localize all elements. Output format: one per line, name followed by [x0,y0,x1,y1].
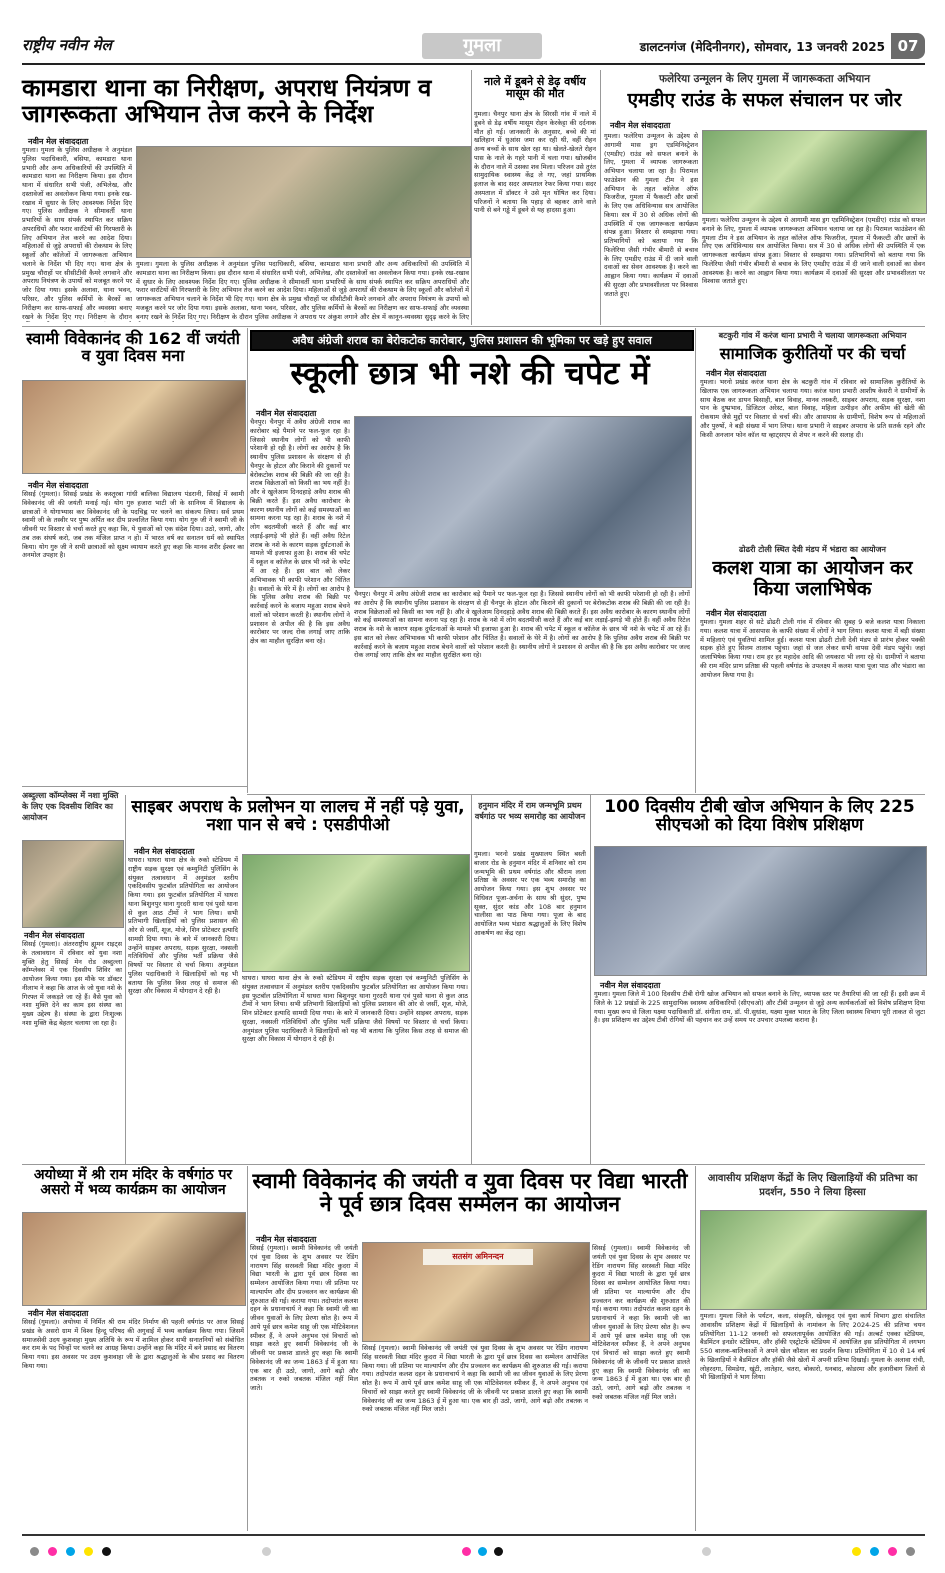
divider [247,1166,248,1531]
byline-a6: नवीन मेल संवाददाता [706,369,767,378]
photo-banner-text: सतसंग अमिनन्दन [423,1249,533,1265]
photo-purv-chhatra-sammelan [362,1242,590,1342]
divider [471,795,472,1165]
byline-a4: नवीन मेल संवाददाता [28,481,89,490]
reg-dot-gray [30,1547,39,1556]
kicker-a8: अब्दुल्ला कॉम्प्लेक्स में नशा मुक्ति के लिए एक दिवसीय शिविर का आयोजन [22,791,119,822]
headline-a1: कामडारा थाना का निरीक्षण, अपराध नियंत्रण व जागरूकता अभियान तेज करने के निर्देश [22,74,432,128]
section-tab: गुमला [422,33,542,59]
body-a10: गुमला। भरनो प्रखंड मुख्यालय स्थित बस्ती बाजार रोड के हनुमान मंदिर में शनिवार को राम जन्मभूमि की प्रथम वर्षगांठ और श्रीराम लला प्रतिष्ठा के अवसर पर एक भव्य समारोह का आयोजन किया गया। इस शुभ अवसर पर विधिवत पूजा-अर्चना के साथ श्री सुंदर, पुष्प सूक्त, सुंदर कांड और 108 बार हनुमान चालीसा का पाठ किया गया। पूजा के बाद आयोजित भव्य भंडारा श्रद्धालुओं के लिए विशेष आकर्षण का केंद्र रहा। [474,850,586,937]
masthead [22,33,925,61]
divider [22,1534,925,1536]
page-number: 07 [891,33,925,59]
body-a13-col2: सिसई (गुमला)। स्वामी विवेकानंद जी जयंती एवं युवा दिवस के शुभ अवसर पर रेडिंग नारायण सिंह सरस्वती विद्या मंदिर कुदरा में विद्या भारती के द्वारा पूर्व छात्र दिवस का सम्मेलन आयोजित किया गया। जी प्रतिमा पर माल्यार्पण और दीप प्रज्वलन कर कार्यक्रम की शुरुआत की गई। कराया गया। तदोपरांत कलश दहन के प्रधानाचार्य ने कहा कि स्वामी जी का जीवन युवाओं के लिए प्रेरणा स्रोत है। रूप में आये पूर्व छात्र कमेश साहू जी एक मोटिवेशनल स्पीकर हैं, ने अपने अनुभव एवं विचारों को साझा करते हुए स्वामी विवेकानंद जी के जीवनी पर प्रकाश डालते हुए कहा कि स्वामी विवेकानंद जी का जन्म 1863 ई में हुआ था। एक बार ही उठो, जागो, आगे बढ़ो और तबतक न रुको जबतक मंजिल नहीं मिल जाते। [362,1344,588,1414]
divider [22,786,247,787]
photo-awareness-students [702,130,927,214]
masthead-rule [22,63,925,65]
body-a9-col2: घाघरा। घाघरा थाना क्षेत्र के रुको स्टेडियम में राष्ट्रीय सड़क सुरक्षा एवं कम्युनिटी पुलिसिंग के संयुक्त तत्वावधान में अनुमंडल स्तरीय एकदिवसीय फुटबॉल प्रतियोगिता का आयोजन किया गया। इस फुटबॉल प्रतियोगिता में घाघरा थाना बिशुनपुर थाना गुरदरी थाना एवं पुसो थाना से कुल आठ टीमों ने भाग लिया। सभी प्रतिभागी खिलाड़ियों को पुलिस प्रशासन की ओर से जर्सी, शूज, मोजे, शिन प्रोटेक्टर इत्यादि सामग्री दिया गया। के बारे में जानकारी दिया। उन्होंने साइबर अपराध, सड़क सुरक्षा, नक्सली गतिविधियों और पुलिस भर्ती प्रक्रिया जैसे विषयों पर विस्तार से चर्चा किया। अनुमंडल पुलिस पदाधिकारी ने खिलाड़ियों को यह भी बताया कि पुलिस किस तरह से समाज की सुरक्षा और विकास में योगदान दे रही है। [242,974,468,1044]
photo-nasha-mukti-camp [22,840,124,928]
body-a11: गुमला। गुमला जिले में 100 दिवसीय टीबी रोगी खोज अभियान को सफल बनाने के लिए, व्यापक स्तर पर तैयारियां की जा रही हैं। इसी क्रम में जिले के 12 प्रखंडों के 225 सामुदायिक स्वास्थ्य अधिकारियों (सीएचओ) और टीबी उन्मूलन से जुड़े अन्य कार्यकर्ताओं को विशेष प्रशिक्षण दिया गया। मुख्य रूप से जिला यक्ष्मा पदाधिकारी डॉ. संगीता राम, डॉ. पी.सुधांश, यक्ष्मा मुक्त भारत के लिए जिला स्वास्थ्य विभाग पूरी ताकत से जुटा है। इस प्रशिक्षण का उद्देश्य टीबी रोगियों की पहचान कर उन्हें समय पर उपचार उपलब्ध कराना है। [594,990,925,1025]
headline-a11: 100 दिवसीय टीबी खोज अभियान के लिए 225 सीएचओ को दिया विशेष प्रशिक्षण [604,797,915,836]
divider [590,795,591,1165]
headline-a9: साइबर अपराध के प्रलोभन या लालच में नहीं पड़े युवा, नशा पान से बचे : एसडीपीओ [131,797,465,836]
reg-dot-cyan [870,1547,879,1556]
reg-dot-yellow [84,1547,93,1556]
byline-a12: नवीन मेल संवाददाता [28,1309,89,1318]
body-a5-col1: चैनपुर। चैनपुर में अवैध अंग्रेजी शराब का कारोबार बड़े पैमाने पर फल-फूल रहा है। जिससे स्थानीय लोगों को भी काफी परेशानी हो रही है। लोगों का आरोप है कि स्थानीय पुलिस प्रशासन के संरक्षण से ही चैनपुर के होटल और किराने की दुकानों पर बेरोकटोक शराब की बिक्री की जा रही है। शराब विक्रेताओं को किसी का भय नहीं है। और वे खुलेआम दिनदहाड़े अवैध शराब की बिक्री करते हैं। इस अवैध कारोबार के कारण स्थानीय लोगों को कई समस्याओं का सामना करना पड़ रहा है। शराब के नशे में लोग बदतमीजी करते हैं और कई बार लड़ाई-झगड़े भी होते हैं। वहीं अवैध रिटेल शराब के नशे के कारण सड़क दुर्घटनाओं के मामले भी इजाफा हुआ है। शराब की चपेट में स्कूल व कॉलेज के छात्र भी नशे के चपेट में आ रहे हैं। इस बात को लेकर अभिभावक भी काफी परेशान और चिंतित है। सवालों के घेरे में है। लोगों का आरोप है कि पुलिस अवैध शराब की बिक्री पर कार्रवाई करने के बजाय महुआ शराब बेचने वालों को परेशान करती है। स्थानीय लोगों ने प्रशासन से अपील की है कि इस अवैध कारोबार पर जल्द रोक लगाई जाए ताकि क्षेत्र का माहौल सुरक्षित बना रहे। [250,418,350,646]
divider [695,328,696,793]
reg-dot-black [494,1547,503,1556]
body-a6: गुमला। भरनो प्रखंड करंज थाना क्षेत्र के बटकुरी गांव में रविवार को सामाजिक कुरीतियों के खिलाफ एक जागरूकता अभियान चलाया गया। करंज थाना प्रभारी आशीष केसरी ने ग्रामीणों के साथ बैठक कर डायन बिसाही, बाल विवाह, मानव तस्करी, साइबर अपराध, सड़क सुरक्षा, नशा पान के दुष्प्रभाव, डिजिटल अरेस्ट, बाल विवाह, महिला उत्पीड़न और अफीम की खेती की रोकथाम जैसे मुद्दों पर विस्तार से चर्चा की। और आसपास के ग्रामीणों, विशेष रूप से महिलाओं और पुरुषों, ने बड़ी संख्या में भाग लिया। थाना प्रभारी ने साइबर अपराध के प्रति सतर्क रहने और किसी अनजान फोन कॉल या व्हाट्सएप से शेयर न करने की सलाह दी। [700,378,925,439]
divider [22,326,925,327]
byline-a8: नवीन मेल संवाददाता [24,931,85,940]
headline-a3: एमडीए राउंड के सफल संचालन पर जोर [627,89,902,111]
reg-dot-gray [702,1547,711,1556]
reg-dot-magenta [48,1547,57,1556]
divider [247,328,248,793]
photo-football-teams [242,854,470,972]
dateline: डालटनगंज (मेदिनीनगर), सोमवार, 13 जनवरी 2025 [639,40,885,54]
headline-a4: स्वामी विवेकानंद की 162 वीं जयंती व युवा दिवस मना [26,329,240,366]
body-a7: गुमला। गुमला शहर से सटे ढोढरी टोली गांव में रविवार की सुबह 9 बजे कलश यात्रा निकाला गया। कलश यात्रा में आसपास के काफी संख्या में लोगों ने भाग लिया। कलश यात्रा में बड़ी संख्या में महिलाएं एवं युवतियां शामिल हुईं। कलश यात्रा ढोढरी टोली देवी मंडप से प्रारंभ होकर पक्की सड़क होते हुए सिलम तालाब पहुंचा। जहां से जल लेकर सभी वापस देवी मंडप पहुंचे। जहां जलाभिषेक किया गया। राम हर हर महादेव आदि की जयकारा भी लगा रहे थे। ग्रामीणों ने बताया की राम मंदिर प्राण प्रतिष्ठा की पहली वर्षगांठ के उपलक्ष्य में कलश यात्रा पूजा पाठ और भंडारा का आयोजन किया गया है। [700,618,925,679]
headline-a12: अयोध्या में श्री राम मंदिर के वर्षगांठ पर असरो में भव्य कार्यक्रम का आयोजन [33,1167,233,1199]
reg-dot-black [102,1547,111,1556]
byline-a7: नवीन मेल संवाददाता [706,609,767,618]
kicker-a7: ढोढरी टोली स्थित देवी मंडप में भंडारा का आयोजन [739,545,886,554]
paper-name: राष्ट्रीय नवीन मेल [22,36,112,54]
headline-a2: नाले में डूबने से डेढ़ वर्षीय मासूम की मौत [484,75,586,100]
headline-a6: सामाजिक कुरीतियों पर की चर्चा [719,344,906,363]
reg-dot-cyan [478,1547,487,1556]
byline-a3: नवीन मेल संवाददाता [610,121,671,130]
kicker-a3: फलेरिया उन्मूलन के लिए गुमला में जागरूकता अभियान [658,73,871,85]
body-a8: सिसई (गुमला)। अंतरराष्ट्रीय ह्यूमन राइट्स के तत्वावधान में रविवार को युवा नशा मुक्ति हेतु सिसई मेन रोड अब्दुल्ला कॉम्प्लेक्स में एक दिवसीय शिविर का आयोजन किया गया। इस मौके पर डॉक्टर नीलाभ ने कहा कि आज के जो युवा नशे के गिरफ्त में जकड़ते जा रहे हैं। वैसे युवा को नशा मुक्ति देने का काम इस संस्था का मुख्य उद्देश्य है। संस्था के द्वारा निःशुल्क नशा मुक्ति केंद्र बेहतर चलाया जा रहा है। [22,940,122,1027]
byline-a5: नवीन मेल संवाददाता [256,409,317,418]
reg-dot-cyan [66,1547,75,1556]
divider [22,1164,925,1165]
body-a12: सिसई (गुमला)। अयोध्या में निर्मित श्री राम मंदिर निर्माण की पहली वर्षगांठ पर आज सिसई प्रखंड के असरो ग्राम में विश्व हिन्दू परिषद की अगुवाई में भव्य कार्यक्रम किया गया। जिसमें समाजसेवी उदय कुशवाहा मुख्य अतिथि के रूप में शामिल होकर सभी सनातनियों को संबोधित कर राम के पद चिन्हों पर चलने का आग्रह किया। उन्होंने कहा कि मंदिर में बने प्रसाद का वितरण किया गया। इस अवसर पर उदय कुशवाहा जी के द्वारा श्रद्धालुओं के बीच प्रसाद का वितरण किया गया। [22,1318,244,1370]
body-a1-col2: गुमला। गुमला के पुलिस अधीक्षक ने अनुमंडल पुलिस पदाधिकारी, बसिया, कामडारा थाना प्रभारी और अन्य अधिकारियों की उपस्थिति में कामडारा थाना का निरीक्षण किया। इस दौरान थाना में संधारित सभी पंजी, अभिलेख, और दस्तावेजों का अवलोकन किया गया। इनके रख-रखाव में सुधार के लिए आवश्यक निर्देश दिए गए। पुलिस अधीक्षक ने सीमावर्ती थाना प्रभारियों के साथ संपर्क स्थापित कर सक्रिय अपराधियों और फरार वारंटियों की गिरफ्तारी के लिए अभियान तेज करने का आदेश दिया। महिलाओं से जुड़े अपराधों की रोकथाम के लिए स्कूलों और कॉलेजों में जागरूकता अभियान चलाने के निर्देश भी दिए गए। थाना क्षेत्र के प्रमुख चौराहों पर सीसीटीवी कैमरे लगवाने और अपराध नियंत्रण के उपायों को मजबूत करने पर जोर दिया गया। इसके अलावा, थाना भवन, परिसर, और पुलिस कर्मियों के बैरकों का निरीक्षण कर साफ-सफाई और व्यवस्था बनाए रखने के निर्देश दिए गए। निरीक्षण के दौरान पुलिस अधीक्षक ने अपराध पर अंकुश लगाने और क्षेत्र में कानून-व्यवस्था सुदृढ़ करने के लिए [136,260,469,321]
body-a5-col2: चैनपुर। चैनपुर में अवैध अंग्रेजी शराब का कारोबार बड़े पैमाने पर फल-फूल रहा है। जिससे स्थानीय लोगों को भी काफी परेशानी हो रही है। लोगों का आरोप है कि स्थानीय पुलिस प्रशासन के संरक्षण से ही चैनपुर के होटल और किराने की दुकानों पर बेरोकटोक शराब की बिक्री की जा रही है। शराब विक्रेताओं को किसी का भय नहीं है। और वे खुलेआम दिनदहाड़े अवैध शराब की बिक्री करते हैं। इस अवैध कारोबार के कारण स्थानीय लोगों को कई समस्याओं का सामना करना पड़ रहा है। शराब के नशे में लोग बदतमीजी करते हैं और कई बार लड़ाई-झगड़े भी होते हैं। वहीं अवैध रिटेल शराब के नशे के कारण सड़क दुर्घटनाओं के मामले भी इजाफा हुआ है। शराब की चपेट में स्कूल व कॉलेज के छात्र भी नशे के चपेट में आ रहे हैं। इस बात को लेकर अभिभावक भी काफी परेशान और चिंतित है। सवालों के घेरे में है। लोगों का आरोप है कि पुलिस अवैध शराब की बिक्री पर कार्रवाई करने के बजाय महुआ शराब बेचने वालों को परेशान करती है। स्थानीय लोगों ने प्रशासन से अपील की है कि इस अवैध कारोबार पर जल्द रोक लगाई जाए ताकि क्षेत्र का माहौल सुरक्षित बना रहे। [354,590,690,660]
reg-dot-magenta [462,1547,471,1556]
photo-liquor-shop [354,416,692,588]
byline-a9: नवीन मेल संवाददाता [134,847,195,856]
byline-a1: नवीन मेल संवाददाता [28,137,89,146]
body-a2: गुमला। चैनपुर थाना क्षेत्र के सिरसी गांव में नाले में डूबने से डेढ़ वर्षीय मासूम रोहन केरकेट्टा की दर्दनाक मौत हो गई। जानकारी के अनुसार, बच्चे की मां खलिहान में धुआंस जमा कर रही थी, वहीं रोहन अन्य बच्चों के साथ खेल रहा था। खेलते-खेलते रोहन पास के नाले के गहरे पानी में चला गया। खोजबीन के दौरान नाले में उसका शव मिला। परिजन उसे तुरंत सामुदायिक स्वास्थ्य केंद्र ले गए, जहां प्राथमिक इलाज के बाद सदर अस्पताल रेफर किया गया। सदर अस्पताल में डॉक्टर ने उसे मृत घोषित कर दिया। परिजनों ने बताया कि पहाड़ से बहकर आने वाले पानी से बने गड्ढे में डूबने से यह हादसा हुआ। [474,110,596,215]
photo-police-inspection [136,146,471,258]
kicker-a14: आवासीय प्रशिक्षण केंद्रों के लिए खिलाड़ियों की प्रतिभा का प्रदर्शन, 550 ने लिया हिस्सा [707,1173,918,1198]
body-a3-col2: गुमला। फलेरिया उन्मूलन के उद्देश्य से आगामी मास ड्रग एडमिनिस्ट्रेशन (एमडीए) राउंड को सफल बनाने के लिए, गुमला में व्यापक जागरूकता अभियान चलाया जा रहा है। पिरामल फाउंडेशन की गुमला टीम ने इस अभियान के तहत कॉलेज ऑफ फिजरीज, गुमला में फैकल्टी और छात्रों के लिए एक अधिविन्यास सत्र आयोजित किया। सत्र में 30 से अधिक लोगों की उपस्थिति में एक जागरूकता कार्यक्रम संपन्न हुआ। विस्तार से समझाया गया। प्रतिभागियों को बताया गया कि फिलेरिया जैसी गंभीर बीमारी से बचाव के लिए एमडीए राउंड में दी जाने वाली दवाओं का सेवन आवश्यक है। करने का आह्वान किया गया। कार्यक्रम में दवाओं की सुरक्षा और प्रभावशीलता पर विश्वास जताते हुए। [702,216,925,286]
photo-sports-talent [700,1210,927,1310]
headline-a13: स्वामी विवेकानंद की जयंती व युवा दिवस पर विद्या भारती ने पूर्व छात्र दिवस सम्मेलन का आयोजन [252,1169,688,1216]
byline-a13: नवीन मेल संवाददाता [256,1235,317,1244]
divider [125,795,126,1165]
body-a13-col3: सिसई (गुमला)। स्वामी विवेकानंद जी जयंती एवं युवा दिवस के शुभ अवसर पर रेडिंग नारायण सिंह सरस्वती विद्या मंदिर कुदरा में विद्या भारती के द्वारा पूर्व छात्र दिवस का सम्मेलन आयोजित किया गया। जी प्रतिमा पर माल्यार्पण और दीप प्रज्वलन कर कार्यक्रम की शुरुआत की गई। कराया गया। तदोपरांत कलश दहन के प्रधानाचार्य ने कहा कि स्वामी जी का जीवन युवाओं के लिए प्रेरणा स्रोत है। रूप में आये पूर्व छात्र कमेश साहू जी एक मोटिवेशनल स्पीकर हैं, ने अपने अनुभव एवं विचारों को साझा करते हुए स्वामी विवेकानंद जी के जीवनी पर प्रकाश डालते हुए कहा कि स्वामी विवेकानंद जी का जन्म 1863 ई में हुआ था। एक बार ही उठो, जागो, आगे बढ़ो और तबतक न रुको जबतक मंजिल नहीं मिल जाते। [592,1244,690,1402]
divider [600,70,601,325]
registration-marks [22,1543,925,1559]
body-a1-col1: गुमला। गुमला के पुलिस अधीक्षक ने अनुमंडल पुलिस पदाधिकारी, बसिया, कामडारा थाना प्रभारी और अन्य अधिकारियों की उपस्थिति में कामडारा थाना का निरीक्षण किया। इस दौरान थाना में संधारित सभी पंजी, अभिलेख, और दस्तावेजों का अवलोकन किया गया। इनके रख-रखाव में सुधार के लिए आवश्यक निर्देश दिए गए। पुलिस अधीक्षक ने सीमावर्ती थाना प्रभारियों के साथ संपर्क स्थापित कर सक्रिय अपराधियों और फरार वारंटियों की गिरफ्तारी के लिए अभियान तेज करने का आदेश दिया। महिलाओं से जुड़े अपराधों की रोकथाम के लिए स्कूलों और कॉलेजों में जागरूकता अभियान चलाने के निर्देश भी दिए गए। थाना क्षेत्र के प्रमुख चौराहों पर सीसीटीवी कैमरे लगवाने और अपराध नियंत्रण के उपायों को मजबूत करने पर जोर दिया गया। इसके अलावा, थाना भवन, परिसर, और पुलिस कर्मियों के बैरकों का निरीक्षण कर साफ-सफाई और व्यवस्था बनाए रखने के निर्देश दिए गए। निरीक्षण के दौरान [22,146,132,321]
kicker-a6: बटकुरी गांव में करंज थाना प्रभारी ने चलाया जागरूकता अभियान [718,331,907,340]
body-a13-col1: सिसई (गुमला)। स्वामी विवेकानंद जी जयंती एवं युवा दिवस के शुभ अवसर पर रेडिंग नारायण सिंह सरस्वती विद्या मंदिर कुदरा में विद्या भारती के द्वारा पूर्व छात्र दिवस का सम्मेलन आयोजित किया गया। जी प्रतिमा पर माल्यार्पण और दीप प्रज्वलन कर कार्यक्रम की शुरुआत की गई। कराया गया। तदोपरांत कलश दहन के प्रधानाचार्य ने कहा कि स्वामी जी का जीवन युवाओं के लिए प्रेरणा स्रोत है। रूप में आये पूर्व छात्र कमेश साहू जी एक मोटिवेशनल स्पीकर हैं, ने अपने अनुभव एवं विचारों को साझा करते हुए स्वामी विवेकानंद जी के जीवनी पर प्रकाश डालते हुए कहा कि स्वामी विवेकानंद जी का जन्म 1863 ई में हुआ था। एक बार ही उठो, जागो, आगे बढ़ो और तबतक न रुको जबतक मंजिल नहीं मिल जाते। [250,1244,358,1393]
body-a4: सिसई (गुमला)। सिसई प्रखंड के कस्तूरबा गांधी बालिका विद्यालय पंडरानी, सिसई में स्वामी विवेकानंद जी की जयंती मनाई गई। योग गुरु हजारा भाटी जी के सानिध्य में विद्यालय के छात्राओं ने योगाभ्यास कर विवेकानंद जी के पदचिह्न पर चलने का संकल्प लिया। सर्व प्रथम स्वामी जी के तस्वीर पर पुष्प अर्पित कर दीप प्रज्वलित किया गया। योग गुरु जी ने स्वामी जी के जीवनी पर विस्तार से चर्चा करते हुए कहा कि, ये युवाओं को एक संदेश दिया। उठो, जागो, और तब तक संघर्ष करो, जब तक मंजिल प्राप्त न हो। में भारत वर्ष का सनातन धर्म को स्थापित किया। योग गुरु जी ने सभी छात्राओं को सूक्ष्म व्यायाम करते हुए कहा कि मानव शरीर ईश्वर का अनमोल उपहार है। [22,490,244,560]
body-a14: गुमला। गुमला जिले के पर्यटन, कला, संस्कृति, खेलकूद एवं युवा कार्य विभाग द्वारा संचालित आवासीय प्रशिक्षण केंद्रों में खिलाड़ियों के नामांकन के लिए 2024-25 की प्रतिभा चयन प्रतियोगिता 11-12 जनवरी को सफलतापूर्वक आयोजित की गई। अल्बर्ट एक्का स्टेडियम, बैडमिंटन इनडोर स्टेडियम, और हॉकी एस्ट्रोटर्फ स्टेडियम में आयोजित इस प्रतियोगिता में लगभग 550 बालक-बालिकाओं ने अपने खेल कौशल का प्रदर्शन किया। प्रतियोगिता में 10 से 14 वर्ष के खिलाड़ियों ने बैडमिंटन और हॉकी जैसे खेलों में अपनी प्रतिभा दिखाई। गुमला के अलावा रांची, लोहरदगा, सिमडेगा, खूंटी, लातेहार, चतरा, बोकारो, धनबाद, कोडरमा और हजारीबाग जिलों से भी खिलाड़ियों ने भाग लिया। [700,1312,925,1382]
byline-a11: नवीन मेल संवाददाता [600,981,661,990]
reg-dot-yellow [852,1547,861,1556]
divider [247,794,925,795]
photo-ram-mandir-event [22,1212,246,1306]
photo-vivekananda-event [22,380,246,474]
banner-a5: अवैध अंग्रेजी शराब का बेरोकटोक कारोबार, पुलिस प्रशासन की भूमिका पर खड़े हुए सवाल [250,330,694,351]
headline-a7: कलश यात्रा का आयोजन कर किया जलाभिषेक [712,557,913,600]
reg-dot-gray [262,1547,271,1556]
photo-tb-training [594,846,927,976]
divider [471,70,472,325]
body-a9-col1: घाघरा। घाघरा थाना क्षेत्र के रुको स्टेडियम में राष्ट्रीय सड़क सुरक्षा एवं कम्युनिटी पुलिसिंग के संयुक्त तत्वावधान में अनुमंडल स्तरीय एकदिवसीय फुटबॉल प्रतियोगिता का आयोजन किया गया। इस फुटबॉल प्रतियोगिता में घाघरा थाना बिशुनपुर थाना गुरदरी थाना एवं पुसो थाना से कुल आठ टीमों ने भाग लिया। सभी प्रतिभागी खिलाड़ियों को पुलिस प्रशासन की ओर से जर्सी, शूज, मोजे, शिन प्रोटेक्टर इत्यादि सामग्री दिया गया। के बारे में जानकारी दिया। उन्होंने साइबर अपराध, सड़क सुरक्षा, नक्सली गतिविधियों और पुलिस भर्ती प्रक्रिया जैसे विषयों पर विस्तार से चर्चा किया। अनुमंडल पुलिस पदाधिकारी ने खिलाड़ियों को यह भी बताया कि पुलिस किस तरह से समाज की सुरक्षा और विकास में योगदान दे रही है। [128,856,238,996]
reg-dot-gray [906,1547,915,1556]
body-a3-col1: गुमला। फलेरिया उन्मूलन के उद्देश्य से आगामी मास ड्रग एडमिनिस्ट्रेशन (एमडीए) राउंड को सफल बनाने के लिए, गुमला में व्यापक जागरूकता अभियान चलाया जा रहा है। पिरामल फाउंडेशन की गुमला टीम ने इस अभियान के तहत कॉलेज ऑफ फिजरीज, गुमला में फैकल्टी और छात्रों के लिए एक अधिविन्यास सत्र आयोजित किया। सत्र में 30 से अधिक लोगों की उपस्थिति में एक जागरूकता कार्यक्रम संपन्न हुआ। विस्तार से समझाया गया। प्रतिभागियों को बताया गया कि फिलेरिया जैसी गंभीर बीमारी से बचाव के लिए एमडीए राउंड में दी जाने वाली दवाओं का सेवन आवश्यक है। करने का आह्वान किया गया। कार्यक्रम में दवाओं की सुरक्षा और प्रभावशीलता पर विश्वास जताते हुए। [604,132,698,298]
reg-dot-magenta [888,1547,897,1556]
divider [695,1166,696,1531]
kicker-a10: हनुमान मंदिर में राम जन्मभूमि प्रथम वर्षगांठ पर भव्य समारोह का आयोजन [474,801,586,821]
headline-a5: स्कूली छात्र भी नशे की चपेट में [290,354,650,392]
